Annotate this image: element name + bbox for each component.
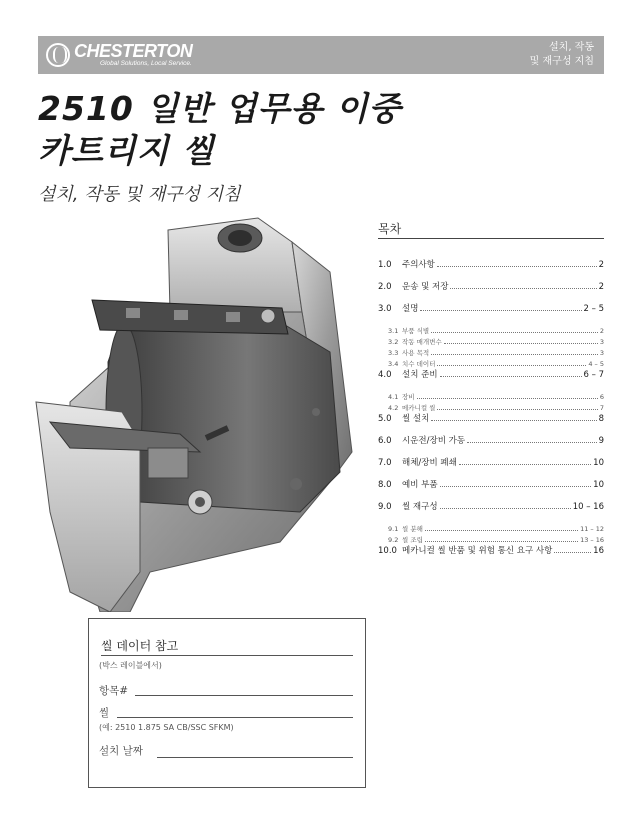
toc-row (378, 280, 604, 302)
toc-label: 해체/장비 폐쇄 (402, 458, 457, 468)
toc-row (378, 346, 604, 357)
document-type (530, 41, 594, 69)
toc-number: 8.0 (378, 480, 392, 490)
toc-leader (440, 500, 571, 509)
toc-page: 4 – 5 (588, 360, 604, 368)
toc-number: 9.2 (388, 536, 399, 544)
toc-number: 4.2 (388, 404, 399, 412)
toc-label: 사용 목적 (402, 349, 430, 357)
toc-page: 10 (593, 458, 604, 468)
toc-row (378, 434, 604, 456)
toc-page: 10 – 16 (572, 502, 604, 512)
chesterton-logo (46, 40, 192, 70)
toc-label: 운송 및 저장 (402, 282, 449, 292)
toc-leader (431, 324, 598, 333)
table-of-contents (378, 258, 604, 566)
seal-field[interactable] (117, 717, 353, 718)
seal-cutaway-image (30, 212, 368, 612)
toc-label: 씰 설치 (402, 414, 430, 424)
title-line2: 카트리지 씰 (38, 131, 215, 170)
toc-row (378, 412, 604, 434)
toc-label: 부품 식별 (402, 327, 430, 335)
toc-page: 7 (599, 404, 604, 412)
toc-page: 2 (598, 260, 604, 270)
item-number-field[interactable] (135, 695, 353, 696)
box-label-note: (박스 레이블에서) (99, 661, 162, 670)
toc-leader (425, 522, 578, 531)
header-bar (38, 36, 604, 74)
install-date-field[interactable] (157, 757, 353, 758)
toc-number: 3.4 (388, 360, 399, 368)
toc-leader (437, 258, 597, 267)
toc-leader (450, 280, 596, 289)
seal-example: (예: 2510 1.875 SA CB/SSC SFKM) (99, 723, 234, 732)
toc-number: 6.0 (378, 436, 392, 446)
seal-data-reference-box (88, 618, 366, 788)
install-date-label: 설치 날짜 (99, 745, 143, 757)
toc-number: 9.0 (378, 502, 392, 512)
toc-label: 장비 (402, 393, 415, 401)
toc-label: 작동 매개변수 (402, 338, 442, 346)
toc-number: 3.0 (378, 304, 392, 314)
brand-name: CHESTERTON (74, 41, 193, 61)
toc-number: 7.0 (378, 458, 392, 468)
toc-page: 3 (599, 338, 604, 346)
toc-page: 6 (599, 393, 604, 401)
toc-row (378, 544, 604, 566)
toc-page: 3 (599, 349, 604, 357)
toc-number: 1.0 (378, 260, 392, 270)
toc-page: 2 (598, 282, 604, 292)
toc-label: 치수 데이터 (402, 360, 436, 368)
title-underline (101, 655, 353, 656)
toc-row (378, 258, 604, 280)
toc-leader (459, 456, 591, 465)
toc-row (378, 368, 604, 390)
toc-leader (554, 544, 591, 553)
toc-leader (425, 533, 578, 542)
toc-label: 설치 준비 (402, 370, 438, 380)
toc-label: 씰 재구성 (402, 502, 438, 512)
toc-row (378, 357, 604, 368)
toc-label: 메카니컬 씰 (402, 404, 436, 412)
toc-row (378, 478, 604, 500)
toc-page: 2 (599, 327, 604, 335)
toc-label: 예비 부품 (402, 480, 438, 490)
toc-row (378, 500, 604, 522)
toc-row (378, 302, 604, 324)
toc-leader (437, 401, 597, 410)
toc-page: 11 – 12 (580, 525, 604, 533)
toc-page: 8 (598, 414, 604, 424)
toc-row (378, 401, 604, 412)
toc-label: 메카니컬 씰 반품 및 위험 통신 요구 사항 (402, 546, 553, 556)
document-type-line2: 및 재구성 지침 (529, 56, 594, 67)
toc-row (378, 456, 604, 478)
toc-number: 5.0 (378, 414, 392, 424)
toc-page: 13 – 16 (580, 536, 604, 544)
toc-heading: 목차 (378, 222, 402, 236)
toc-leader (437, 357, 586, 366)
toc-leader (431, 412, 596, 421)
toc-label: 씰 분해 (402, 525, 423, 533)
document-type-line1: 설치, 작동 (549, 42, 594, 53)
toc-number: 3.2 (388, 338, 399, 346)
globe-icon (46, 43, 70, 67)
toc-leader (444, 335, 598, 344)
toc-number: 4.0 (378, 370, 392, 380)
toc-divider (378, 238, 604, 239)
toc-leader (417, 390, 598, 399)
seal-data-title: 씰 데이터 참고 (101, 639, 179, 653)
toc-number: 10.0 (378, 546, 397, 556)
toc-number: 4.1 (388, 393, 399, 401)
toc-leader (431, 346, 598, 355)
toc-number: 2.0 (378, 282, 392, 292)
toc-row (378, 522, 604, 533)
toc-label: 시운전/장비 가동 (402, 436, 466, 446)
toc-number: 3.3 (388, 349, 399, 357)
toc-label: 설명 (402, 304, 419, 314)
toc-page: 10 (593, 480, 604, 490)
item-number-label: 항목# (99, 685, 129, 697)
toc-leader (440, 478, 592, 487)
toc-label: 주의사항 (402, 260, 435, 270)
toc-page: 9 (598, 436, 604, 446)
toc-row (378, 390, 604, 401)
toc-row (378, 533, 604, 544)
document-subtitle: 설치, 작동 및 재구성 지침 (38, 184, 241, 205)
document-title (38, 88, 401, 172)
toc-number: 3.1 (388, 327, 399, 335)
toc-page: 2 – 5 (583, 304, 604, 314)
brand-tagline: Global Solutions, Local Service. (100, 60, 192, 67)
toc-leader (467, 434, 597, 443)
toc-page: 6 – 7 (583, 370, 604, 380)
toc-row (378, 324, 604, 335)
toc-leader (420, 302, 581, 311)
toc-page: 16 (593, 546, 604, 556)
toc-leader (440, 368, 582, 377)
seal-label: 씰 (99, 707, 110, 719)
toc-number: 9.1 (388, 525, 399, 533)
toc-row (378, 335, 604, 346)
title-line1: 2510 일반 업무용 이중 (38, 89, 402, 128)
toc-label: 씰 조립 (402, 536, 423, 544)
